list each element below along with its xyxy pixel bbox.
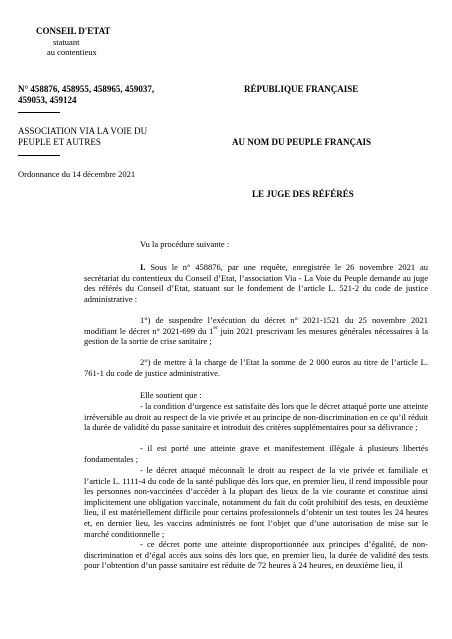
section-1-paragraph (84, 262, 428, 304)
order-date: Ordonnance du 14 décembre 2021 (18, 169, 136, 179)
court-subtitle-1: statuant (53, 37, 80, 47)
separator-rule-1 (18, 112, 60, 113)
judge-heading: LE JUGE DES RÉFÉRÉS (252, 189, 354, 199)
party-line2: PEUPLE ET AUTRES (18, 137, 101, 147)
separator-rule-2 (18, 155, 60, 156)
republic-heading: RÉPUBLIQUE FRANÇAISE (244, 84, 359, 94)
case-numbers-line1: N° 458876, 458955, 458965, 459037, (18, 84, 155, 94)
request-1-text-b: juin 2021 prescrivant les mesures générales nécessaires à la gestion de la sortie de crise sanitaire ; (84, 325, 428, 347)
court-name: CONSEIL D'ETAT (36, 26, 111, 36)
argument-2: - il est porté une atteinte grave et manifestement illégale à plusieurs libertés fondamentales ; (84, 443, 428, 464)
party-line1: ASSOCIATION VIA LA VOIE DU (18, 126, 148, 136)
request-1-text-a: 1°) de suspendre l’exécution du décret n° 2021-1521 du 25 novembre 2021 modifiant le décret n° 2021-699 du 1 (84, 315, 428, 336)
argues-intro: Elle soutient que : (140, 390, 202, 400)
argument-1: - la condition d’urgence est satisfaite dès lors que le décret attaqué porte une atteinte irréversible au droit au respect de la vie privée et au principe de non-discrimination en ce qu’il réduit la durée de validité du passe sanitaire et introduit des critères supplémentaires pour sa délivrance ; (84, 401, 428, 433)
procedure-intro: Vu la procédure suivante : (140, 239, 230, 249)
request-1 (84, 315, 428, 347)
court-subtitle-2: au contentieux (47, 47, 97, 57)
argument-4: - ce décret porte une atteinte disproportionnée aux principes d’égalité, de non-discrimination et d’égal accès aux soins dès lors que, en premier lieu, la durée de validité des tests pour l’obtention d’un passe sanitaire est réduite de 72 heures à 24 heures, en deuxième lieu, il (84, 539, 428, 571)
in-the-name-heading: AU NOM DU PEUPLE FRANÇAIS (232, 137, 371, 147)
request-2: 2°) de mettre à la charge de l’Etat la somme de 2 000 euros au titre de l’article L. 761-1 du code de justice administrative. (84, 357, 428, 378)
section-1-marker: I. (140, 262, 146, 272)
argument-3: - le décret attaqué méconnaît le droit au respect de la vie privée et familiale et l’article L. 1111-4 du code de la santé publique dès lors que, en premier lieu, il rend impossible pour les personnes non-vaccinées d’accéder à la plupart des lieux de la vie courante et constitue ainsi implicitement une obligation vaccinale, notamment du fait du coût prohibitif des tests, en deuxième lieu, il est matériellement difficile pour certains professionnels d’obtenir un test toutes les 24 heures et, en dernier lieu, les vaccins administrés ne font l’objet que d’une autorisation de mise sur le marché conditionnelle ; (84, 465, 428, 539)
case-numbers-line2: 459053, 459124 (18, 95, 77, 105)
request-1-superscript: er (213, 324, 218, 331)
section-1-text: Sous le n° 458876, par une requête, enregistrée le 26 novembre 2021 au secrétariat du contentieux du Conseil d’Etat, l’association Via - La Voie du Peuple demande au juge des référés du Conseil d’Etat, statuant sur le fondement de l’article L. 521-2 du code de justice administrative : (84, 262, 429, 304)
